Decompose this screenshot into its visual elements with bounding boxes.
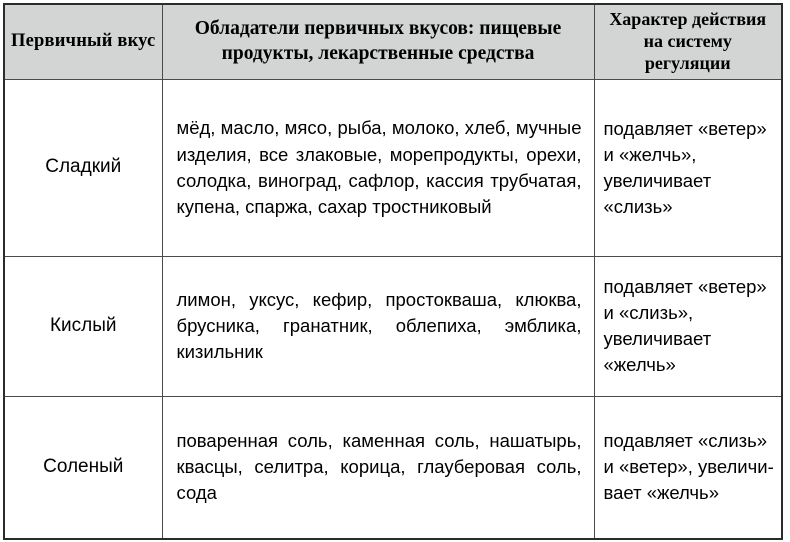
cell-taste-name: Сладкий: [4, 79, 162, 256]
table-header: [4, 4, 782, 79]
column-header-primary-taste: Первичный вкус: [4, 4, 162, 79]
cell-regulation-effect: подавляет «ветер» и «слизь», увеличивает «желчь»: [594, 256, 782, 396]
primary-tastes-table: [3, 3, 783, 540]
primary-tastes-table-container: [3, 3, 783, 540]
table-row: [4, 79, 782, 256]
table-row: [4, 256, 782, 396]
cell-taste-holders: мёд, масло, мясо, рыба, молоко, хлеб, мучные изделия, все злаковые, морепродукты, орехи, солодка, виноград, сафлор, кассия трубчатая, купена, спаржа, сахар тростниковый: [162, 79, 594, 256]
cell-taste-holders: поваренная соль, каменная соль, нашатырь, квасцы, селитра, корица, глауберовая соль, сода: [162, 396, 594, 539]
cell-taste-name: Соленый: [4, 396, 162, 539]
table-body: [4, 79, 782, 539]
column-header-regulation-effect: Характер действия на систему регуляции: [594, 4, 782, 79]
cell-taste-holders: лимон, уксус, кефир, простокваша, клюква, брусника, гранатник, облепиха, эмблика, кизильник: [162, 256, 594, 396]
table-header-row: [4, 4, 782, 79]
column-header-taste-holders: Обладатели первичных вкусов: пищевые продукты, лекарственные средства: [162, 4, 594, 79]
table-row: [4, 396, 782, 539]
cell-taste-name: Кислый: [4, 256, 162, 396]
cell-regulation-effect: подавляет «ветер» и «желчь», увеличивает «слизь»: [594, 79, 782, 256]
cell-regulation-effect: подавляет «слизь» и «ветер», увеличивает «желчь»: [594, 396, 782, 539]
